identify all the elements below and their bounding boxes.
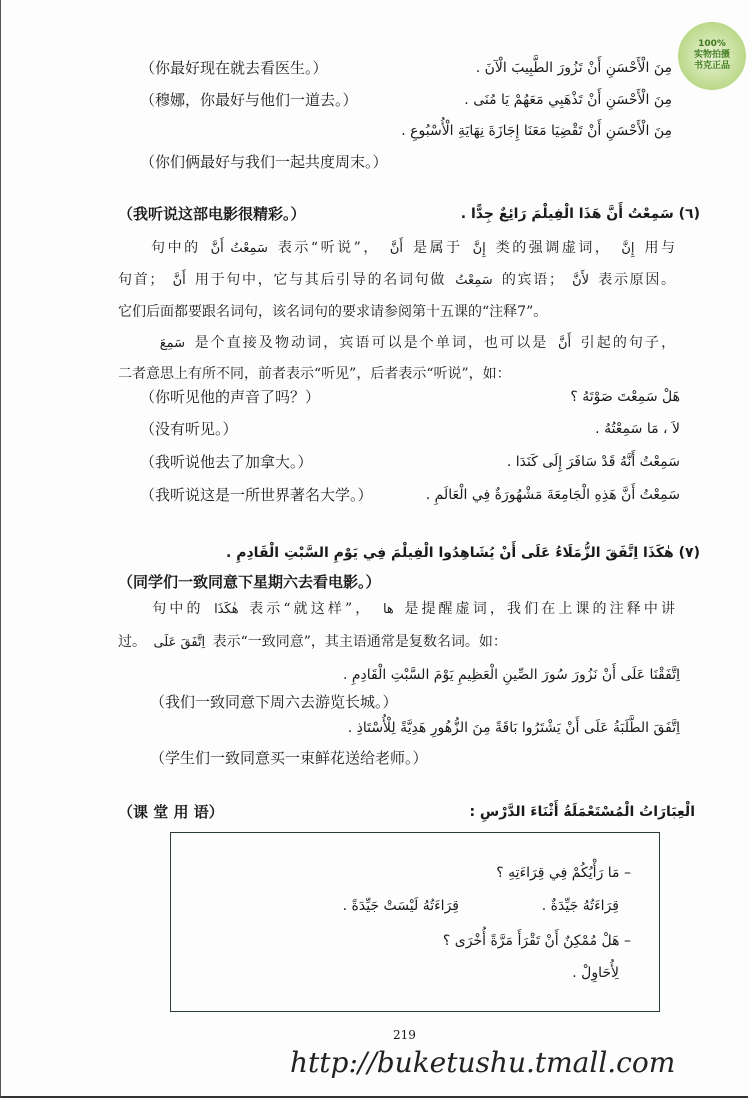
arabic-term: أَنَّ: [172, 273, 186, 288]
paragraph-text: 过。: [118, 634, 146, 650]
badge-text: 书克正品: [693, 61, 730, 71]
paragraph-text: 表示“一致同意”，其主语通常是复数名词。如：: [212, 634, 507, 650]
page-number: 219: [393, 1028, 416, 1042]
arabic-term: لأَنَّ: [572, 273, 590, 288]
chinese-translation: （你最好现在就去看医生。）: [140, 59, 328, 77]
paragraph-line: [118, 630, 675, 655]
paragraph-text: 是个直接及物动词，宾语可以是个单词，也可以是: [194, 335, 549, 351]
phrase-line: – مَا رَأْيُكُمْ فِي قِرَاءَتِهِ ؟: [496, 865, 631, 881]
arabic-example: مِنَ الْأَحْسَنِ أَنْ تَذْهَبِي مَعَهُمْ يَا مُنَى .: [464, 92, 672, 108]
arabic-example: اِتَّفَقَ الطَّلَبَةُ عَلَى أَنْ يَشْتَرُوا بَاقَةً مِنَ الزُّهُورِ هَدِيَّةً لِلْأُسْتَاذِ .: [347, 720, 680, 736]
note-7-heading-arabic: (٧) هٰكَذَا اِتَّفَقَ الزُّمَلَاءُ عَلَى أَنْ يُشَاهِدُوا الْفِيلْمَ فِي يَوْمِ السَّبْتِ الْقَادِمِ .: [226, 545, 700, 561]
chinese-translation: （你们俩最好与我们一起共度周末。）: [140, 153, 388, 171]
paragraph-line: [118, 236, 675, 261]
classroom-heading-chinese: （课 堂 用 语）: [118, 803, 224, 821]
paragraph-text: 二者意思上有所不同，前者表示“听见”，后者表示“听说”，如：: [118, 366, 511, 382]
paragraph-line: [118, 300, 675, 324]
arabic-term: هٰكَذَا: [214, 602, 239, 617]
arabic-term: سَمِعْتُ أَنَّ: [210, 241, 268, 256]
phrase-line: قِرَاءَتُهُ جَيِّدَةٌ .: [541, 898, 619, 914]
paragraph-text: 是提醒虚词，我们在上课的注释中讲: [404, 601, 675, 617]
arabic-term: ها: [382, 602, 394, 617]
chinese-translation: （我听说他去了加拿大。）: [140, 453, 313, 471]
paragraph-text: 是属于: [413, 240, 463, 256]
arabic-example: هَلْ سَمِعْتَ صَوْتَهُ ؟: [570, 389, 680, 405]
classroom-heading-arabic: الْعِبَارَاتُ الْمُسْتَعْمَلَةُ أَثْنَاءَ الدَّرْسِ :: [469, 804, 695, 820]
paragraph-line: [118, 268, 675, 293]
paragraph-text: [118, 335, 150, 351]
chinese-translation: （没有听见。）: [140, 420, 238, 438]
arabic-example: مِنَ الْأَحْسَنِ أَنْ تَقْضِيَا مَعَنَا إِجَازَةَ نِهَايَةِ الْأُسْبُوعِ .: [401, 123, 672, 139]
chinese-translation: （你听见他的声音了吗？）: [140, 388, 321, 406]
paragraph-text: 类的强调虚词，: [495, 240, 612, 256]
badge-text: 实物拍摄: [693, 50, 730, 60]
paragraph-text: 表示原因。: [598, 272, 676, 288]
phrase-line: لِأُحَاوِلْ .: [572, 965, 619, 981]
arabic-example: لاَ ، مَا سَمِعْتُهُ .: [595, 421, 680, 437]
arabic-term: إِنَّ: [621, 241, 635, 256]
chinese-translation: （我们一致同意下周六去游览长城。）: [150, 693, 398, 711]
paragraph-text: 表示“听说”，: [277, 240, 380, 256]
chinese-translation: （学生们一致同意买一束鲜花送给老师。）: [150, 749, 428, 767]
phrase-line: – هَلْ مُمْكِنٌ أَنْ تَقْرَأَ مَرَّةً أُخْرَى ؟: [442, 933, 631, 949]
paragraph-line: [118, 362, 675, 386]
chinese-translation: （我听说这是一所世界著名大学。）: [140, 486, 373, 504]
arabic-term: أَنَّ: [557, 336, 572, 351]
classroom-phrases-box: [170, 832, 660, 1012]
arabic-example: سَمِعْتُ أَنَّهُ قَدْ سَافَرَ إِلَى كَنَدَا .: [506, 454, 680, 470]
paragraph-line: [118, 331, 675, 356]
paragraph-text: 它们后面都要跟名词句，该名词句的要求请参阅第十五课的“注释7”。: [118, 304, 548, 320]
paragraph-text: 用与: [644, 240, 676, 256]
arabic-term: سَمِعَ: [159, 336, 186, 351]
paragraph-text: 用于句中，它与其后引导的名词句做: [194, 272, 447, 288]
note-6-heading-arabic: (٦) سَمِعْتُ أَنَّ هَذَا الْفِيلْمَ رَائِعٌ جِدًّا .: [460, 206, 700, 222]
note-6-heading-chinese: （我听说这部电影很精彩。）: [118, 205, 306, 223]
paragraph-text: 句首；: [118, 272, 164, 288]
paragraph-line: [118, 597, 675, 622]
arabic-term: إِنَّ: [472, 241, 486, 256]
chinese-translation: （穆娜，你最好与他们一道去。）: [140, 91, 358, 109]
paragraph-text: 的宾语；: [501, 272, 563, 288]
arabic-example: سَمِعْتُ أَنَّ هَذِهِ الْجَامِعَةَ مَشْهُورَةٌ فِي الْعَالَمِ .: [425, 487, 680, 503]
arabic-term: سَمِعْتُ: [455, 273, 493, 288]
paragraph-text: 表示“就这样”，: [249, 601, 373, 617]
arabic-term: أَنَّ: [389, 241, 404, 256]
watermark: http://buketushu.tmall.com: [290, 1046, 676, 1079]
authentic-photo-badge: [678, 22, 746, 90]
paragraph-text: 句中的: [118, 601, 204, 617]
paragraph-text: 引起的句子，: [580, 335, 676, 351]
paragraph-text: 句中的: [118, 240, 201, 256]
arabic-term: اِتَّفَقَ عَلَى: [153, 635, 206, 650]
arabic-example: اِتَّفَقْنَا عَلَى أَنْ نَزُورَ سُورَ الصِّينِ الْعَظِيمِ يَوْمَ السَّبْتِ الْقَادِمِ .: [342, 667, 680, 683]
badge-text: 100%: [698, 39, 726, 49]
arabic-example: مِنَ الْأَحْسَنِ أَنْ تَزُورَ الطَّبِيبَ الْآنَ .: [475, 60, 672, 76]
note-7-heading-chinese: （同学们一致同意下星期六去看电影。）: [118, 573, 381, 591]
phrase-line: قِرَاءَتُهُ لَيْسَتْ جَيِّدَةً .: [342, 898, 459, 914]
